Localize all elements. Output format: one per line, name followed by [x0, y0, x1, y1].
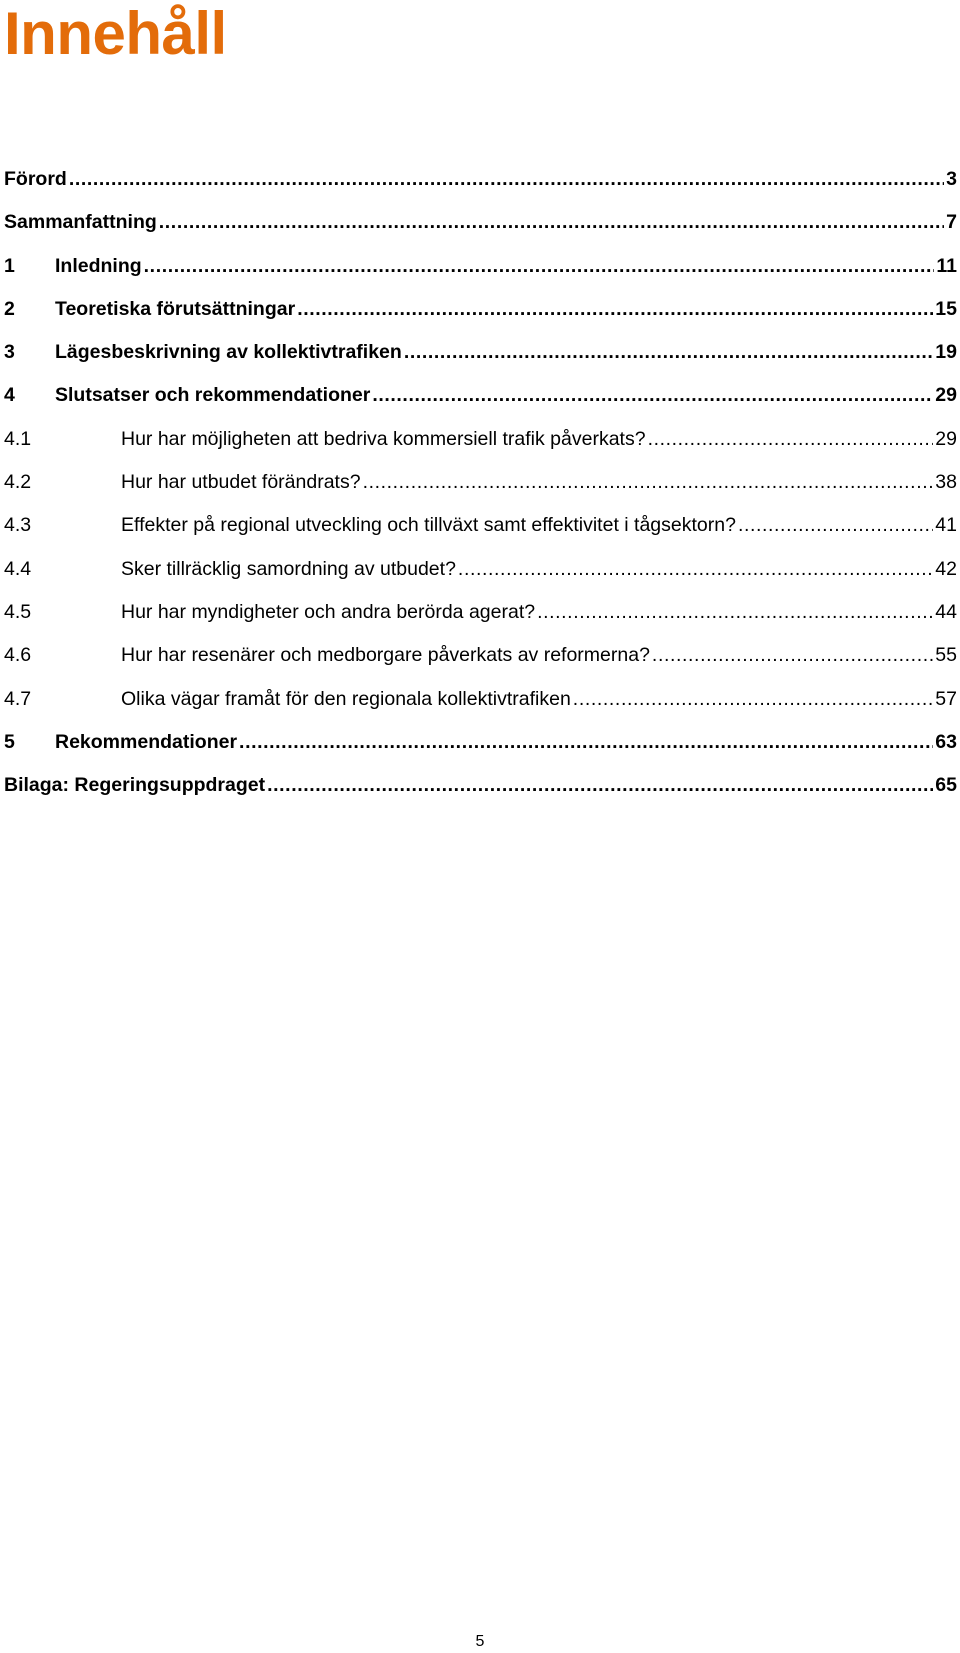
- toc-page-number: 29: [935, 427, 957, 450]
- toc-dot-leader: [573, 688, 934, 711]
- toc-entry-title: Sker tillräcklig samordning av utbudet?: [121, 557, 456, 580]
- toc-entry-title: Hur har myndigheter och andra berörda agerat?: [121, 600, 536, 623]
- toc-dot-leader: [69, 168, 944, 191]
- toc-entry-number: 4.5: [4, 600, 32, 623]
- page-title: Innehåll: [4, 0, 227, 67]
- toc-entry-4-2[interactable]: [4, 471, 957, 514]
- toc-entry-2[interactable]: [4, 298, 957, 341]
- toc-page-number: 63: [935, 730, 957, 753]
- toc-entry-4-6[interactable]: [4, 644, 957, 687]
- toc-dot-leader: [648, 428, 934, 451]
- toc-page-number: 3: [946, 168, 957, 190]
- toc-entry-4-1[interactable]: [4, 428, 957, 471]
- toc-dot-leader: [738, 514, 933, 537]
- toc-entry-number: 4.7: [4, 687, 32, 710]
- toc-entry-title: Teoretiska förutsättningar: [55, 297, 296, 320]
- toc-entry-title: Hur har möjligheten att bedriva kommersiell trafik påverkats?: [121, 427, 646, 450]
- toc-entry-title: Hur har resenärer och medborgare påverkats av reformerna?: [121, 644, 650, 667]
- footer-page-number: 5: [475, 1633, 485, 1650]
- toc-entry-4-3[interactable]: [4, 514, 957, 557]
- toc-entry-number: 4.1: [4, 427, 32, 450]
- toc-page-number: 41: [935, 514, 957, 537]
- toc-page-number: 42: [935, 557, 957, 580]
- toc-entry-4[interactable]: [4, 384, 957, 427]
- toc-entry-bilaga[interactable]: [4, 774, 957, 817]
- toc-page-number: 11: [936, 254, 957, 277]
- toc-dot-leader: [297, 298, 933, 321]
- toc-entry-title: Bilaga: Regeringsuppdraget: [4, 774, 266, 797]
- toc-entry-number: 2: [4, 297, 15, 320]
- toc-entry-4-7[interactable]: [4, 688, 957, 731]
- toc-entry-5[interactable]: [4, 731, 957, 774]
- toc-entry-number: 4: [4, 384, 15, 407]
- toc-entry-4-4[interactable]: [4, 558, 957, 601]
- toc-entry-title: Effekter på regional utveckling och tillväxt samt effektivitet i tågsektorn?: [121, 514, 736, 537]
- toc-page-number: 55: [935, 644, 957, 667]
- table-of-contents: [4, 168, 957, 817]
- toc-entry-title: Olika vägar framåt för den regionala kollektivtrafiken: [121, 687, 571, 710]
- toc-entry-number: 4.6: [4, 644, 32, 667]
- toc-page-number: 65: [935, 774, 957, 797]
- toc-dot-leader: [458, 558, 933, 581]
- toc-page-number: 38: [935, 471, 957, 494]
- toc-page-number: 57: [935, 687, 957, 710]
- toc-dot-leader: [267, 774, 933, 797]
- toc-page-number: 7: [946, 211, 957, 234]
- toc-entry-number: 4.3: [4, 514, 32, 537]
- toc-dot-leader: [144, 255, 935, 278]
- toc-entry-title: Slutsatser och rekommendationer: [55, 384, 371, 407]
- toc-entry-number: 4.2: [4, 471, 32, 494]
- toc-entry-number: 3: [4, 341, 15, 364]
- toc-page-number: 19: [935, 341, 957, 364]
- toc-page-number: 29: [935, 384, 957, 407]
- toc-dot-leader: [652, 644, 933, 667]
- toc-entry-1[interactable]: [4, 255, 957, 298]
- toc-entry-number: 4.4: [4, 557, 32, 580]
- toc-dot-leader: [537, 601, 933, 624]
- toc-dot-leader: [159, 211, 944, 234]
- toc-entry-title: Inledning: [55, 254, 142, 277]
- toc-page-number: 44: [935, 600, 957, 623]
- toc-entry-title: Sammanfattning: [4, 211, 157, 234]
- toc-dot-leader: [363, 471, 934, 494]
- toc-entry-title: Rekommendationer: [55, 730, 238, 753]
- toc-entry-title: Hur har utbudet förändrats?: [121, 471, 361, 494]
- toc-entry-title: Lägesbeskrivning av kollektivtrafiken: [55, 341, 402, 364]
- toc-dot-leader: [239, 731, 933, 754]
- toc-entry-4-5[interactable]: [4, 601, 957, 644]
- toc-dot-leader: [372, 384, 933, 407]
- toc-entry-sammanfattning[interactable]: [4, 211, 957, 254]
- toc-entry-number: 1: [4, 254, 15, 277]
- toc-entry-number: 5: [4, 730, 15, 753]
- toc-page-number: 15: [935, 297, 957, 320]
- toc-entry-title: Förord: [4, 168, 67, 190]
- toc-dot-leader: [404, 341, 933, 364]
- toc-entry-3[interactable]: [4, 341, 957, 384]
- toc-entry-forord[interactable]: [4, 168, 957, 211]
